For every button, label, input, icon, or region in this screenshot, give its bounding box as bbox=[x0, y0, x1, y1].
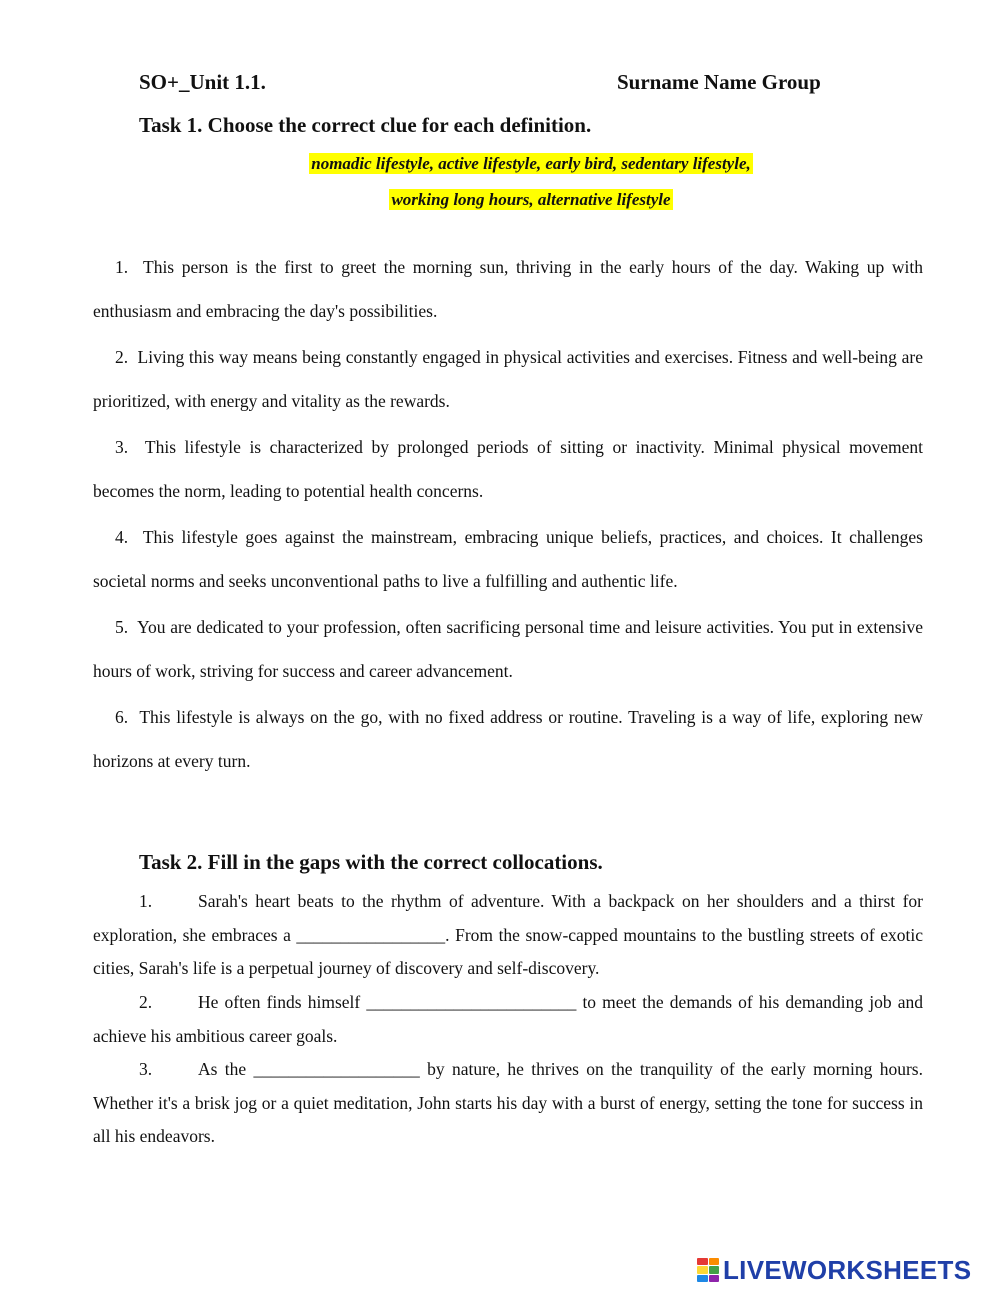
liveworksheets-logo bbox=[697, 1254, 972, 1285]
task1-item: 3. This lifestyle is characterized by prolonged periods of sitting or inactivity. Minimal physical movement becomes the norm, leading to potential health concerns. bbox=[93, 437, 923, 501]
task2-item-number: 1. bbox=[139, 891, 153, 911]
logo-tile bbox=[709, 1266, 720, 1273]
task1-heading: Task 1. Choose the correct clue for each definition. bbox=[139, 113, 592, 137]
task1-item: 2. Living this way means being constantly engaged in physical activities and exercises. Fitness and well-being are prioritized, with energy and vitality as the rewards. bbox=[93, 347, 923, 411]
logo-text: LIVEWORKSHEETS bbox=[723, 1254, 972, 1285]
task2-item-text: As the ___________________ by nature, he thrives on the tranquility of the early morning hours. Whether it's a brisk jog or a quiet meditation, John starts his day with a burst of energy, setting the tone for success in all his endeavors. bbox=[93, 1059, 923, 1146]
task2-item-number: 2. bbox=[139, 992, 153, 1012]
logo-tile bbox=[697, 1275, 708, 1282]
task2-item-text: He often finds himself ________________________ to meet the demands of his demanding job and achieve his ambitious career goals. bbox=[93, 992, 923, 1046]
clue-highlight: nomadic lifestyle, active lifestyle, early bird, sedentary lifestyle, bbox=[311, 154, 751, 173]
unit-title: SO+_Unit 1.1. bbox=[139, 70, 266, 94]
task1-clues-line-1 bbox=[0, 154, 1000, 174]
logo-tile bbox=[709, 1275, 720, 1282]
liveworksheets-logo-icon bbox=[697, 1258, 719, 1282]
task1-item: 5. You are dedicated to your profession, often sacrificing personal time and leisure activities. You put in extensive hours of work, striving for success and career advancement. bbox=[93, 617, 923, 681]
logo-tile bbox=[709, 1258, 720, 1265]
task2-item bbox=[93, 885, 923, 986]
task2-item bbox=[93, 986, 923, 1053]
logo-tile bbox=[697, 1258, 708, 1265]
logo-tile bbox=[697, 1266, 708, 1273]
clue-highlight: working long hours, alternative lifestyle bbox=[391, 190, 671, 209]
task1-item: 6. This lifestyle is always on the go, with no fixed address or routine. Traveling is a way of life, exploring new horizons at every turn. bbox=[93, 707, 923, 771]
task2-item-number: 3. bbox=[139, 1059, 153, 1079]
student-info-label: Surname Name Group bbox=[617, 70, 821, 94]
task1-item: 4. This lifestyle goes against the mainstream, embracing unique beliefs, practices, and choices. It challenges societal norms and seeks unconventional paths to live a fulfilling and authentic life. bbox=[93, 527, 923, 591]
task1-clues-line-2 bbox=[0, 190, 1000, 210]
task1-item: 1. This person is the first to greet the morning sun, thriving in the early hours of the day. Waking up with enthusiasm and embracing the day's possibilities. bbox=[93, 257, 923, 321]
task2-item-text: Sarah's heart beats to the rhythm of adventure. With a backpack on her shoulders and a thirst for exploration, she embraces a _________________. From the snow-capped mountains to the bustling streets of exotic cities, Sarah's life is a perpetual journey of discovery and self-discovery. bbox=[93, 891, 923, 978]
task2-item bbox=[93, 1053, 923, 1154]
task2-heading: Task 2. Fill in the gaps with the correct collocations. bbox=[139, 850, 603, 874]
